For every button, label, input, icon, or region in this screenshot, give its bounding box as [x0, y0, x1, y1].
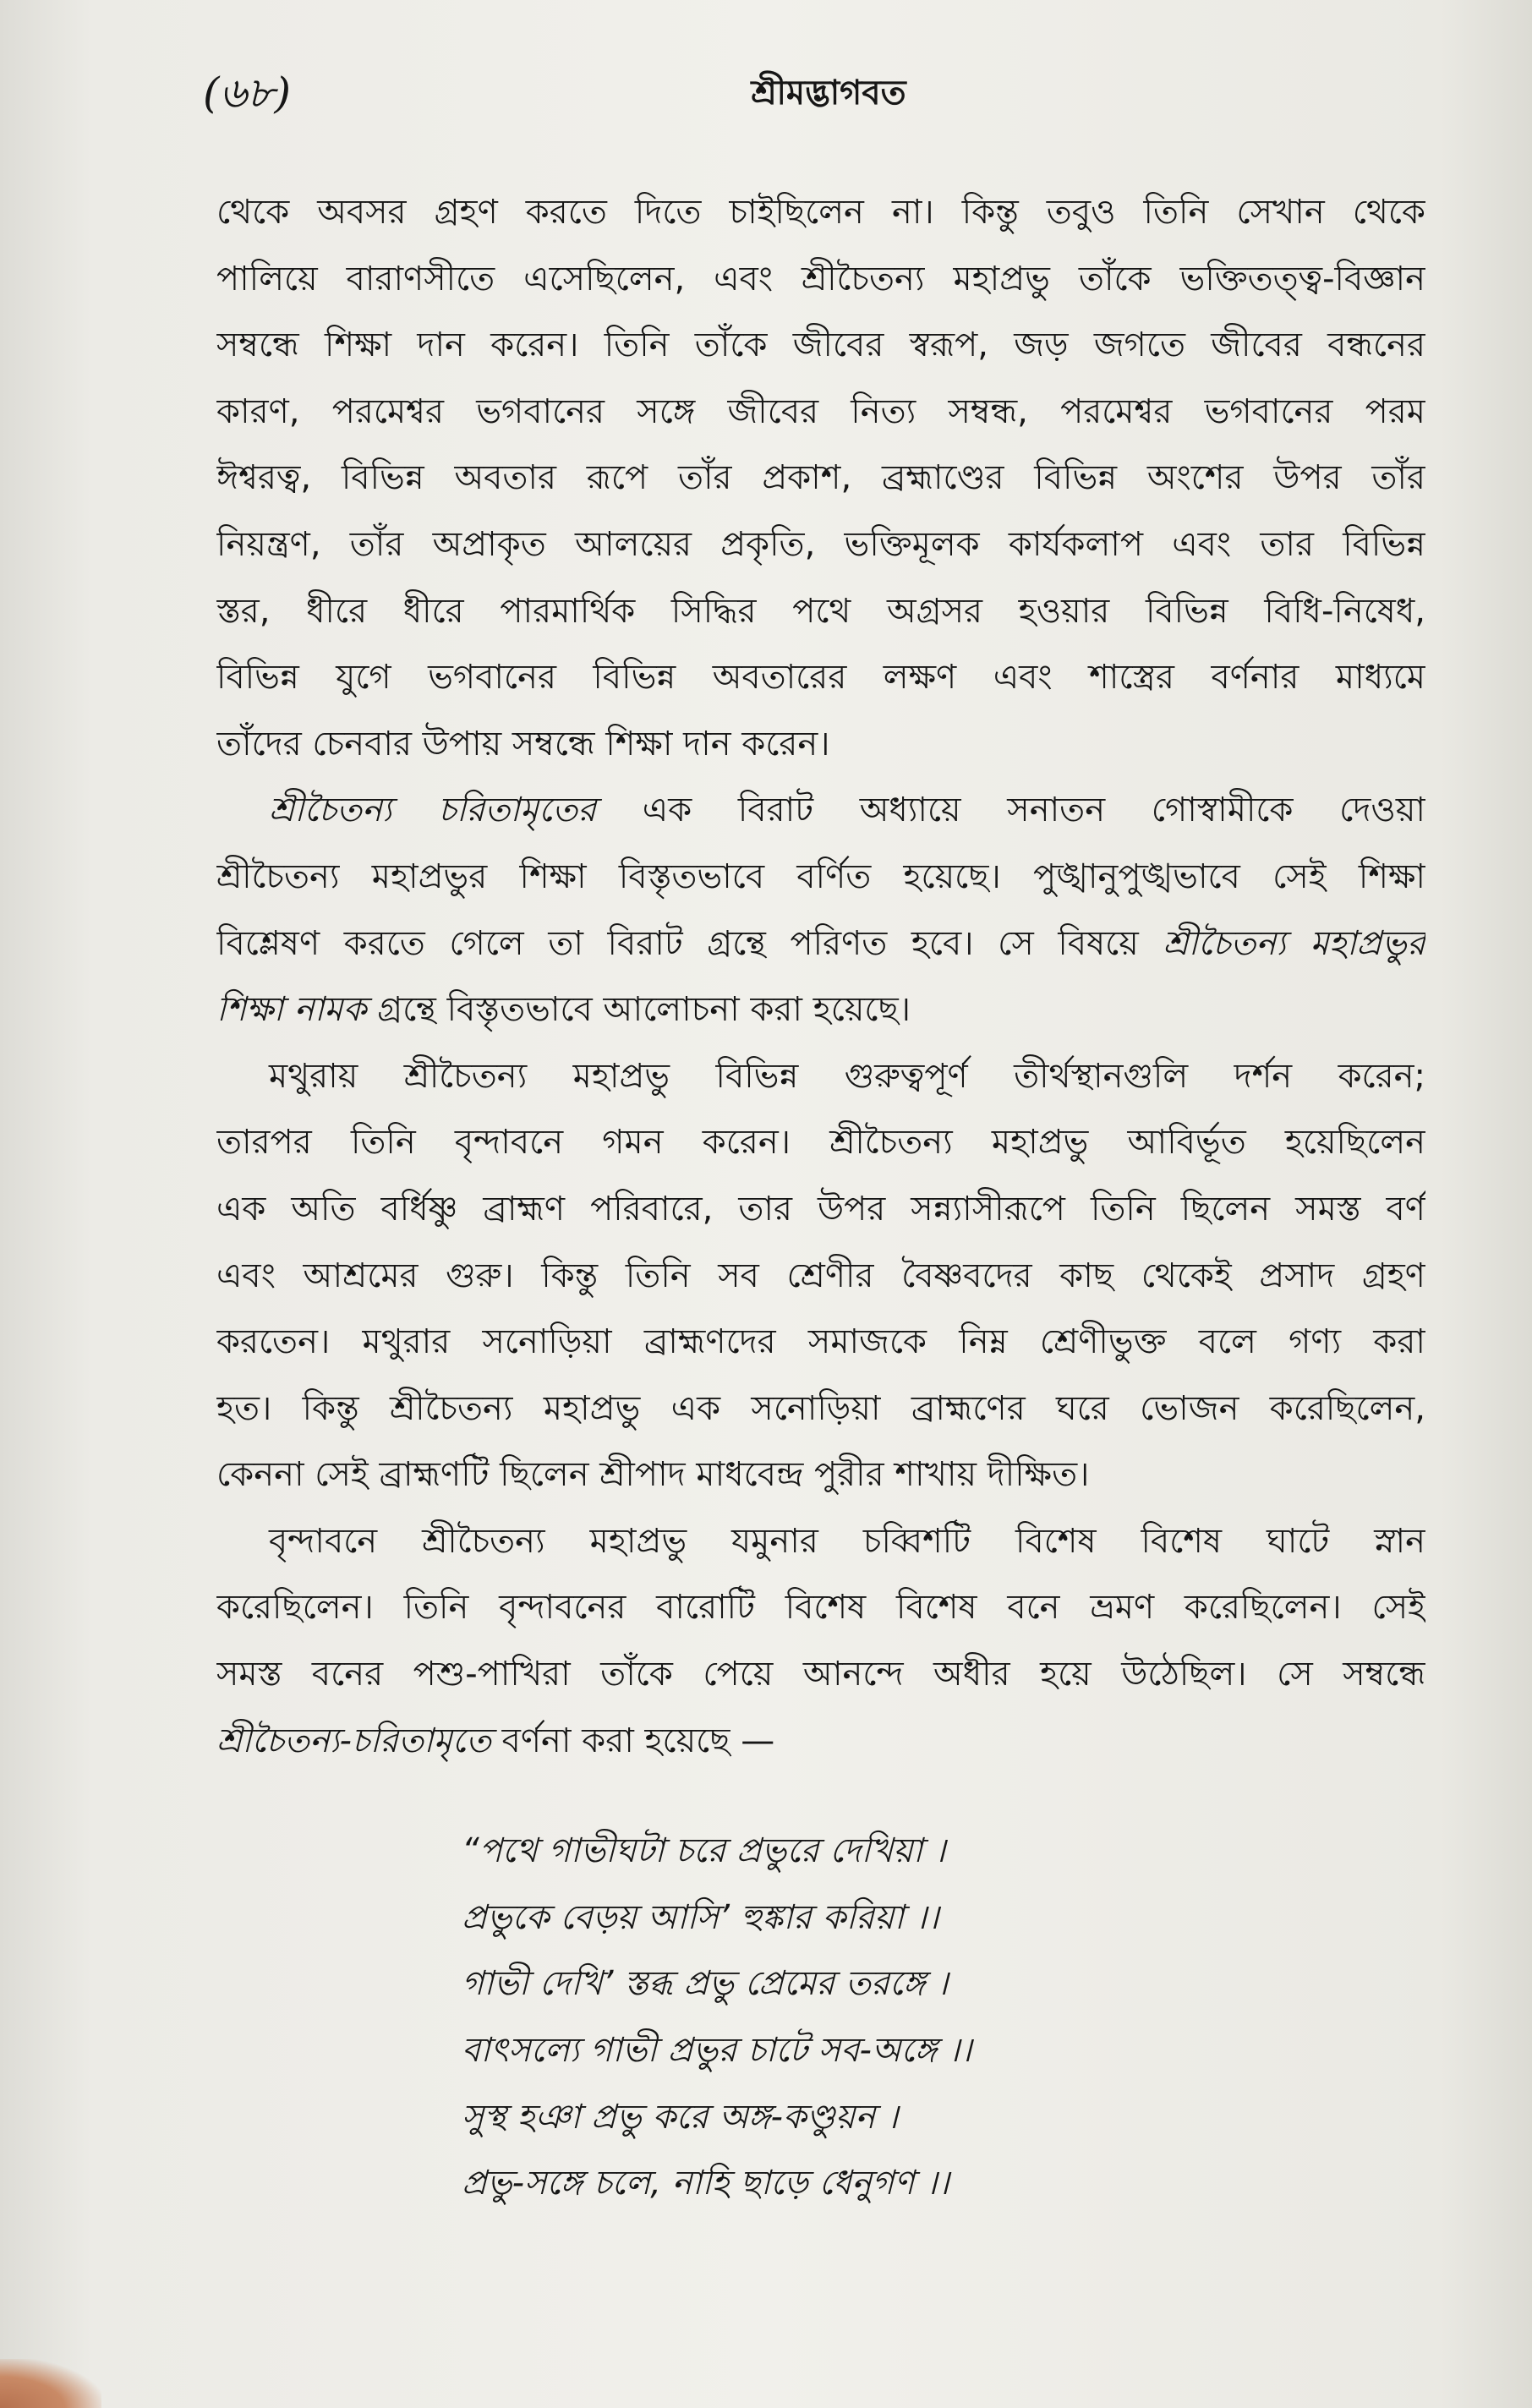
- running-title: শ্রীমদ্ভাগবত: [751, 74, 906, 112]
- paragraph-1: [216, 179, 1425, 777]
- text-line: শ্রীচৈতন্য চরিতামৃতের এক বিরাট অধ্যায়ে সনাতন গোস্বামীকে দেওয়া: [269, 791, 1425, 830]
- page-body: [216, 179, 1425, 2217]
- verse-line: সুস্থ হঞা প্রভু করে অঙ্গ-কণ্ডুয়ন ।: [462, 2097, 899, 2137]
- verse-line: গাভী দেখি’ স্তব্ধ প্রভু প্রেমের তরঙ্গে ।: [462, 1964, 949, 2004]
- text-line: শ্রীচৈতন্য মহাপ্রভুর শিক্ষা বিস্তৃতভাবে বর্ণিত হয়েছে। পুঙ্খানুপুঙ্খভাবে সেই শিক্ষা: [216, 856, 1425, 896]
- verse-line: প্রভু-সঙ্গে চলে, নাহি ছাড়ে ধেনুগণ ।।: [462, 2164, 949, 2203]
- book-title-italic: শ্রীচৈতন্য চরিতামৃতের: [269, 791, 597, 830]
- page-header: [203, 59, 1454, 127]
- text-line: মথুরায় শ্রীচৈতন্য মহাপ্রভু বিভিন্ন গুরুত্বপূর্ণ তীর্থস্থানগুলি দর্শন করেন;: [269, 1056, 1425, 1096]
- text-line: কারণ, পরমেশ্বর ভগবানের সঙ্গে জীবের নিত্য সম্বন্ধ, পরমেশ্বর ভগবানের পরম: [216, 391, 1425, 431]
- text-line: হত। কিন্তু শ্রীচৈতন্য মহাপ্রভু এক সনোড়িয়া ব্রাহ্মণের ঘরে ভোজন করেছিলেন,: [216, 1388, 1425, 1428]
- text-line: সম্বন্ধে শিক্ষা দান করেন। তিনি তাঁকে জীবের স্বরূপ, জড় জগতে জীবের বন্ধনের: [216, 326, 1425, 365]
- paragraph-4: [216, 1508, 1425, 1774]
- text-line: তাঁদের চেনবার উপায় সম্বন্ধে শিক্ষা দান করেন।: [216, 724, 830, 763]
- text-line: এক অতি বর্ধিষ্ণু ব্রাহ্মণ পরিবারে, তার উপর সন্ন্যাসীরূপে তিনি ছিলেন সমস্ত বর্ণ: [216, 1189, 1425, 1229]
- text-line: কেননা সেই ব্রাহ্মণটি ছিলেন শ্রীপাদ মাধবেন্দ্র পুরীর শাখায় দীক্ষিত।: [216, 1455, 1090, 1495]
- text-line: স্তর, ধীরে ধীরে পারমার্থিক সিদ্ধির পথে অগ্রসর হওয়ার বিভিন্ন বিধি-নিষেধ,: [216, 591, 1425, 631]
- text-line: শ্রীচৈতন্য-চরিতামৃতে বর্ণনা করা হয়েছে —: [216, 1721, 775, 1760]
- text-line: থেকে অবসর গ্রহণ করতে দিতে চাইছিলেন না। কিন্তু তবুও তিনি সেখান থেকে: [216, 193, 1425, 232]
- text-line: বৃন্দাবনে শ্রীচৈতন্য মহাপ্রভু যমুনার চব্বিশটি বিশেষ বিশেষ ঘাটে স্নান: [269, 1521, 1425, 1561]
- text-line: বিশ্লেষণ করতে গেলে তা বিরাট গ্রন্থে পরিণত হবে। সে বিষয়ে শ্রীচৈতন্য মহাপ্রভুর: [216, 923, 1425, 963]
- thumb-at-page-corner: [0, 2359, 101, 2408]
- verse-line: বাৎসল্যে গাভী প্রভুর চাটে সব-অঙ্গে ।।: [462, 2031, 972, 2071]
- verse-block: [216, 1818, 1425, 2217]
- text-line: করেছিলেন। তিনি বৃন্দাবনের বারোটি বিশেষ বিশেষ বনে ভ্রমণ করেছিলেন। সেই: [216, 1588, 1425, 1628]
- paragraph-2: [216, 777, 1425, 1043]
- verse-line: “পথে গাভীঘটা চরে প্রভুরে দেখিয়া ।: [462, 1831, 946, 1871]
- text-line: এবং আশ্রমের গুরু। কিন্তু তিনি সব শ্রেণীর বৈষ্ণবদের কাছ থেকেই প্রসাদ গ্রহণ: [216, 1256, 1425, 1295]
- text-line: বিভিন্ন যুগে ভগবানের বিভিন্ন অবতারের লক্ষণ এবং শাস্ত্রের বর্ণনার মাধ্যমে: [216, 658, 1425, 698]
- text-line: তারপর তিনি বৃন্দাবনে গমন করেন। শ্রীচৈতন্য মহাপ্রভু আবির্ভূত হয়েছিলেন: [216, 1123, 1425, 1163]
- paragraph-3: [216, 1043, 1425, 1508]
- text-line: করতেন। মথুরার সনোড়িয়া ব্রাহ্মণদের সমাজকে নিম্ন শ্রেণীভুক্ত বলে গণ্য করা: [216, 1322, 1425, 1362]
- verse-line: প্রভুকে বেড়য় আসি’ হুঙ্কার করিয়া ।।: [462, 1897, 939, 1937]
- book-title-italic: শিক্ষা নামক: [216, 990, 367, 1030]
- book-title-italic: শ্রীচৈতন্য মহাপ্রভুর: [1163, 923, 1425, 963]
- text-line: শিক্ষা নামক গ্রন্থে বিস্তৃতভাবে আলোচনা করা হয়েছে।: [216, 990, 911, 1030]
- text-line: পালিয়ে বারাণসীতে এসেছিলেন, এবং শ্রীচৈতন্য মহাপ্রভু তাঁকে ভক্তিতত্ত্ব-বিজ্ঞান: [216, 259, 1425, 298]
- text-line: ঈশ্বরত্ব, বিভিন্ন অবতার রূপে তাঁর প্রকাশ, ব্রহ্মাণ্ডের বিভিন্ন অংশের উপর তাঁর: [216, 458, 1425, 498]
- book-title-italic: শ্রীচৈতন্য-চরিতামৃতে: [216, 1721, 491, 1760]
- page-number: (৬৮): [203, 68, 291, 118]
- text-line: সমস্ত বনের পশু-পাখিরা তাঁকে পেয়ে আনন্দে অধীর হয়ে উঠেছিল। সে সম্বন্ধে: [216, 1655, 1425, 1694]
- text-line: নিয়ন্ত্রণ, তাঁর অপ্রাকৃত আলয়ের প্রকৃতি, ভক্তিমূলক কার্যকলাপ এবং তার বিভিন্ন: [216, 524, 1425, 564]
